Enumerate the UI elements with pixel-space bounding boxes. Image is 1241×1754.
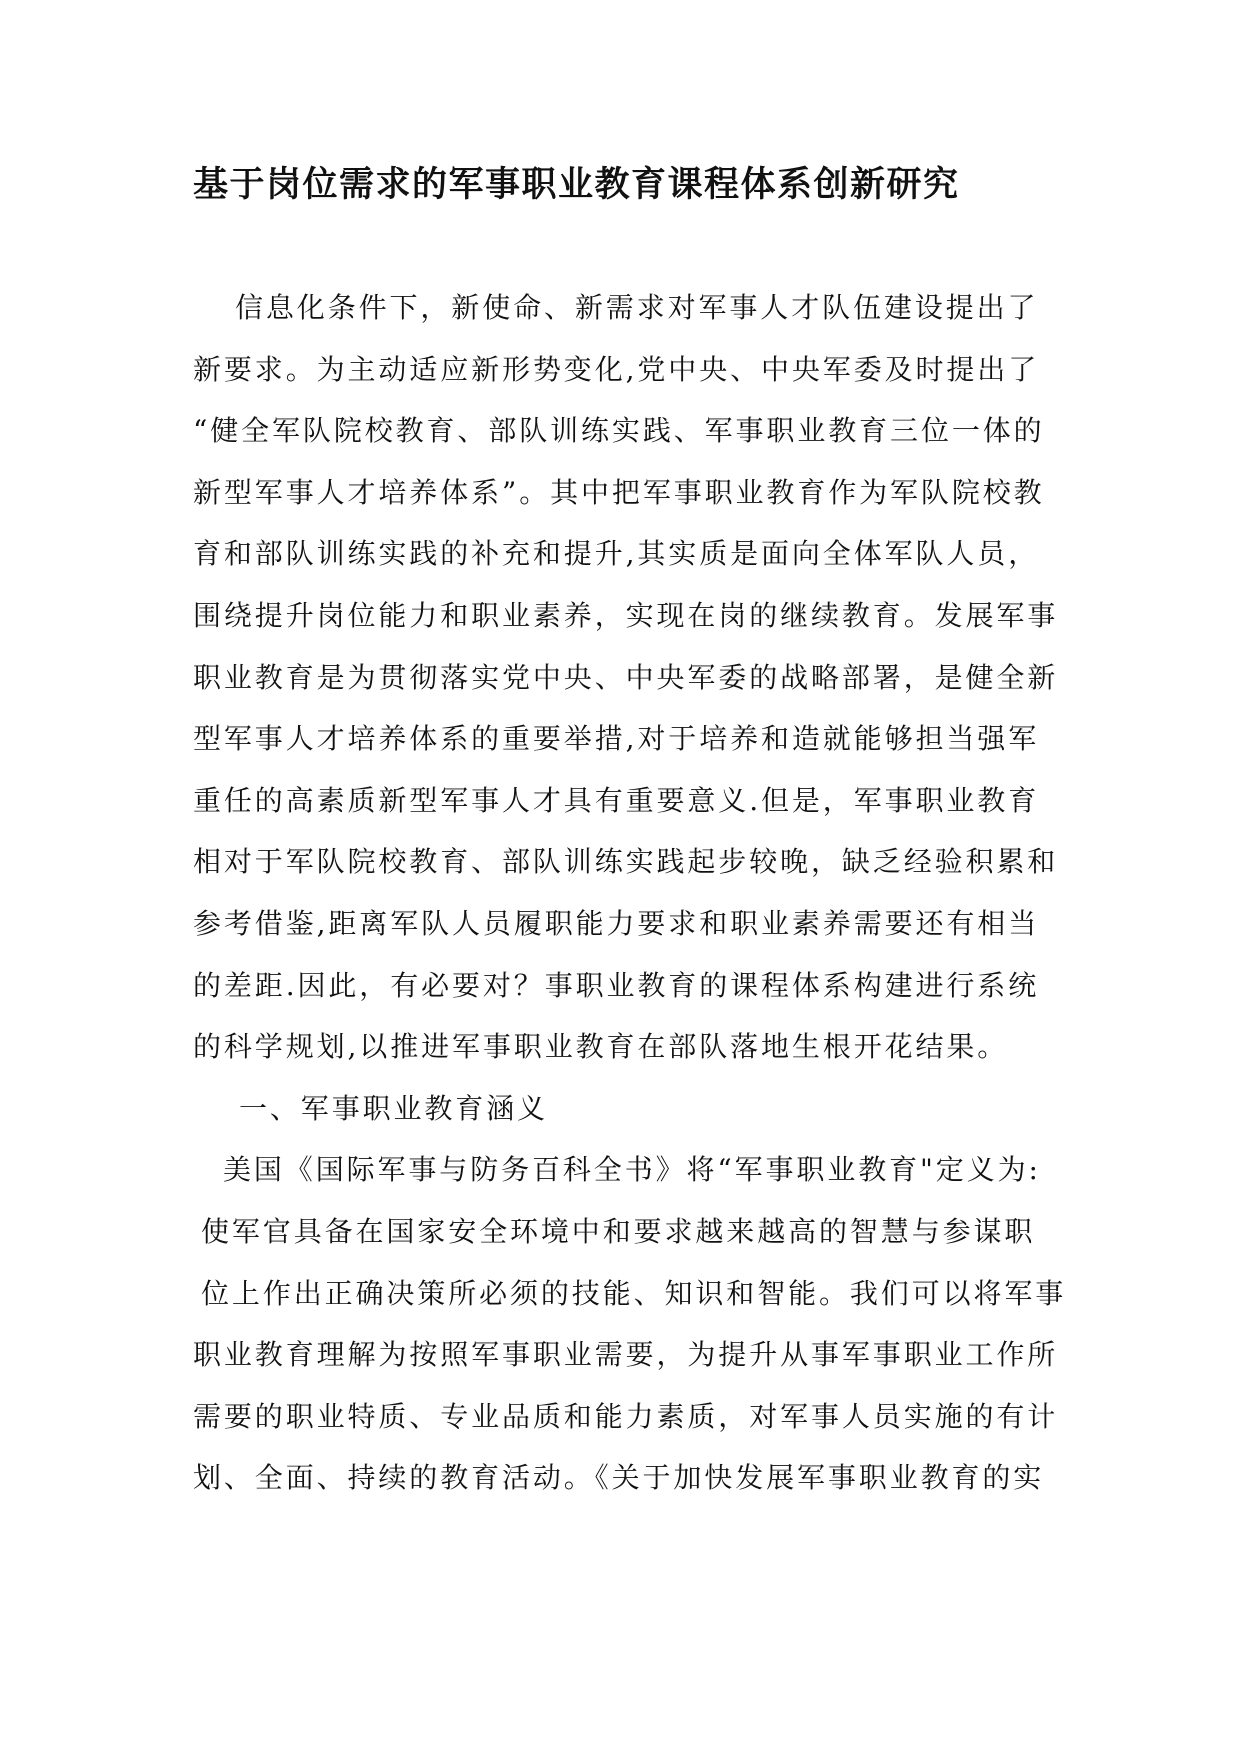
paragraph-line: 围绕提升岗位能力和职业素养，实现在岗的继续教育。发展军事 <box>193 598 1059 632</box>
section-heading: 一、军事职业教育涵义 <box>239 1091 549 1125</box>
paragraph-line: 需要的职业特质、专业品质和能力素质，对军事人员实施的有计 <box>193 1399 1059 1433</box>
document-body <box>193 288 1073 1520</box>
paragraph-line: 的科学规划,以推进军事职业教育在部队落地生根开花结果。 <box>193 1030 1009 1064</box>
paragraph-line: 新型军事人才培养体系”。其中把军事职业教育作为军队院校教 <box>193 475 1045 509</box>
paragraph-line: 新要求。为主动适应新形势变化,党中央、中央军委及时提出了 <box>193 352 1040 386</box>
paragraph-line: 信息化条件下，新使命、新需求对军事人才队伍建设提出了 <box>235 291 1039 324</box>
paragraph-line: 使军官具备在国家安全环境中和要求越来越高的智慧与参谋职 <box>201 1214 1036 1248</box>
paragraph-line: 位上作出正确决策所必须的技能、知识和智能。我们可以将军事 <box>201 1276 1067 1310</box>
paragraph-line: 育和部队训练实践的补充和提升,其实质是面向全体军队人员， <box>193 537 1040 571</box>
paragraph-line: 职业教育理解为按照军事职业需要，为提升从事军事职业工作所 <box>193 1338 1059 1372</box>
paragraph-line: 美国《国际军事与防务百科全书》将“军事职业教育"定义为: <box>223 1153 1041 1187</box>
paragraph-line: 相对于军队院校教育、部队训练实践起步较晚，缺乏经验积累和 <box>193 845 1059 879</box>
paragraph-line: 型军事人才培养体系的重要举措,对于培养和造就能够担当强军 <box>193 722 1040 756</box>
paragraph-line: 的差距.因此，有必要对？事职业教育的课程体系构建进行系统 <box>193 968 1040 1002</box>
paragraph-line: 职业教育是为贯彻落实党中央、中央军委的战略部署，是健全新 <box>193 660 1059 694</box>
paragraph-line: “健全军队院校教育、部队训练实践、军事职业教育三位一体的 <box>193 414 1045 448</box>
paragraph-line: 参考借鉴,距离军队人员履职能力要求和职业素养需要还有相当 <box>193 906 1040 940</box>
document-title: 基于岗位需求的军事职业教育课程体系创新研究 <box>193 165 960 205</box>
paragraph-line: 重任的高素质新型军事人才具有重要意义.但是，军事职业教育 <box>193 783 1040 817</box>
paragraph-line: 划、全面、持续的教育活动。《关于加快发展军事职业教育的实 <box>193 1461 1045 1495</box>
